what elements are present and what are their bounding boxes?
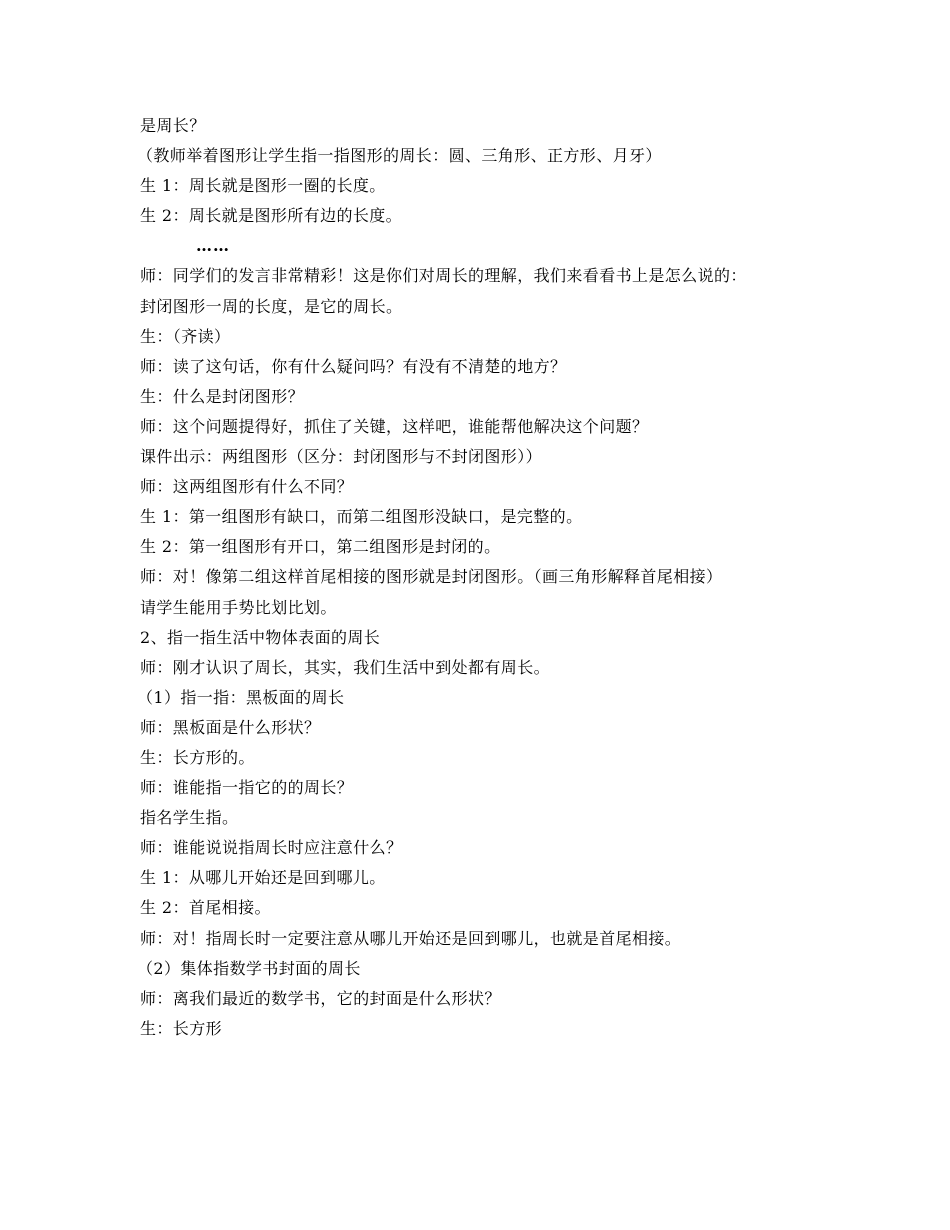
- text-line: 封闭图形一周的长度，是它的周长。: [140, 296, 403, 316]
- text-line: 师：对！像第二组这样首尾相接的图形就是封闭图形。（画三角形解释首尾相接）: [140, 567, 723, 587]
- text-line: （教师举着图形让学生指一指图形的周长：圆、三角形、正方形、月牙）: [137, 146, 662, 166]
- subsection-heading: （1）指一指：黑板面的周长: [137, 687, 345, 707]
- text-line: 师：黑板面是什么形状？: [140, 717, 321, 737]
- text-line: 课件出示：两组图形（区分：封闭图形与不封闭图形））: [140, 447, 543, 467]
- text-line: 师：读了这句话，你有什么疑问吗？有没有不清楚的地方？: [140, 356, 567, 376]
- text-line: 师：谁能指一指它的的周长？: [140, 778, 354, 798]
- text-line: 生：什么是封闭图形？: [140, 386, 305, 406]
- text-line: 生 1：周长就是图形一圈的长度。: [140, 176, 386, 196]
- text-line: 生 2：首尾相接。: [140, 898, 271, 918]
- text-line: 是周长？: [140, 116, 206, 135]
- ellipsis-line: ……: [196, 236, 230, 256]
- text-line: 师：刚才认识了周长，其实，我们生活中到处都有周长。: [140, 657, 551, 677]
- text-line: 生 2：周长就是图形所有边的长度。: [140, 206, 403, 226]
- text-line: 指名学生指。: [140, 808, 239, 828]
- text-line: 生 1：第一组图形有缺口，而第二组图形没缺口，是完整的。: [140, 507, 583, 527]
- section-heading: 2、指一指生活中物体表面的周长: [140, 627, 381, 647]
- text-line: 生 1：从哪儿开始还是回到哪儿。: [140, 868, 386, 888]
- document-body: [137, 111, 830, 1044]
- text-line: 生：（齐读）: [140, 326, 231, 346]
- text-line: 师：离我们最近的数学书，它的封面是什么形状？: [140, 988, 501, 1008]
- text-line: 生：长方形: [140, 1018, 223, 1038]
- text-line: 师：谁能说说指周长时应注意什么？: [140, 838, 403, 858]
- text-line: 生 2：第一组图形有开口，第二组图形是封闭的。: [140, 537, 501, 557]
- text-line: 生：长方形的。: [140, 747, 255, 767]
- text-line: 师：这两组图形有什么不同？: [140, 477, 354, 497]
- text-line: 师：同学们的发言非常精彩！这是你们对周长的理解，我们来看看书上是怎么说的：: [140, 266, 747, 286]
- subsection-heading: （2）集体指数学书封面的周长: [137, 958, 361, 978]
- text-line: 请学生能用手势比划比划。: [140, 597, 337, 617]
- text-line: 师：这个问题提得好，抓住了关键，这样吧，谁能帮他解决这个问题？: [140, 416, 649, 436]
- text-line: 师：对！指周长时一定要注意从哪儿开始还是回到哪儿，也就是首尾相接。: [140, 928, 682, 948]
